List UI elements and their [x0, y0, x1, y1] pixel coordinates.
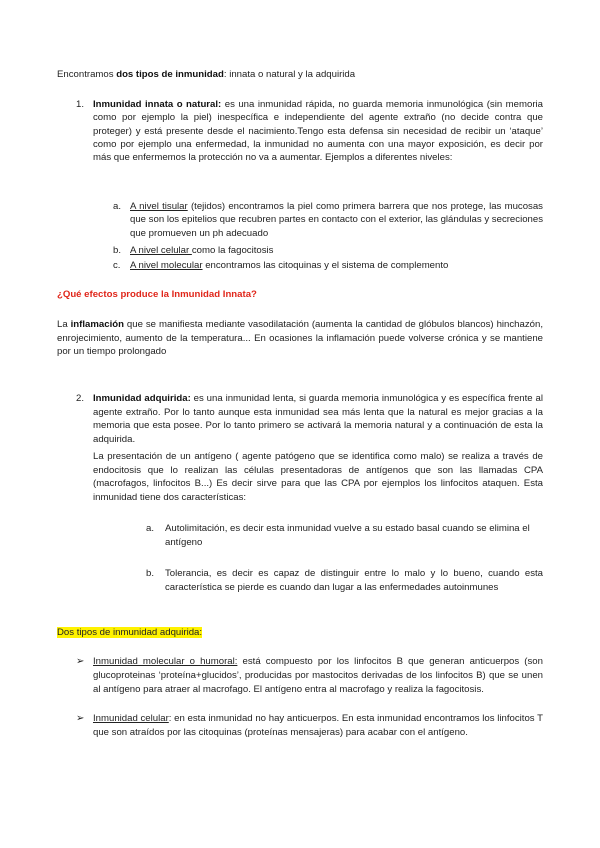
intro-paragraph: [57, 68, 547, 81]
acquired-immunity-paragraph: [93, 392, 543, 446]
intro-text-end: : innata o natural y la adquirida: [223, 69, 356, 80]
level-celular-text: como la fagocitosis: [191, 245, 274, 256]
level-tisular-title: A nivel tisular: [130, 201, 188, 212]
level-tisular: [130, 200, 543, 240]
char-tolerance: Tolerancia, es decir es capaz de distinguir entre lo malo y lo bueno, cuando esta característica se pierde es cuando dan lugar a las enfermedades autoinmunes: [165, 568, 543, 593]
char-marker-a: a.: [146, 523, 155, 534]
char-autolimitation: Autolimitación, es decir esta inmunidad vuelve a su estado basal cuando se elimina el antígeno: [165, 523, 530, 548]
inflammation-pre: La: [57, 319, 71, 330]
humoral-immunity-item: [93, 655, 543, 697]
list-marker-1: 1.: [76, 99, 85, 110]
antigen-presentation-paragraph: La presentación de un antígeno ( agente patógeno que se identifica como malo) se realiza a través de endocitosis que lo realizan las células presentadoras de antígenos que son las llamadas CPA (macrofagos, linfocitos B...) Es decir sirve para que las CPA por ejemplos los linfocitos ataquen. Esta inmunidad tiene dos características:: [93, 451, 543, 503]
level-celular-title: A nivel celular: [130, 245, 192, 256]
level-marker-b: b.: [113, 245, 122, 256]
level-marker-c: c.: [113, 260, 121, 271]
acquired-immunity-text: es una inmunidad lenta, si guarda memoria inmunológica y es específica frente al agente extraño. Por lo tanto aunque esta inmunidad sea más lenta que la natural es mejor gracias a la memoria que esta posee. Por lo tanto primero se activará la memoria natural y a continuación de esta la adquirida.: [93, 393, 543, 445]
inflammation-text: que se manifiesta mediante vasodilatación (aumenta la cantidad de glóbulos blancos) hinchazón, enrojecimiento, aumento de la temperatura... En ocasiones la inflamación puede volverse crónica y se mantiene por un tiempo prolongado: [57, 319, 543, 357]
question-heading: ¿Qué efectos produce la Inmunidad Innata?: [57, 289, 257, 300]
cellular-immunity-item: [93, 712, 543, 740]
char-marker-b: b.: [146, 568, 155, 579]
acquired-immunity-title: Inmunidad adquirida:: [93, 393, 191, 404]
level-molecular: [130, 259, 543, 272]
inflammation-paragraph: [57, 318, 543, 359]
innate-immunity-paragraph: [93, 98, 543, 164]
level-molecular-text: encontramos las citoquinas y el sistema de complemento: [202, 260, 449, 271]
level-marker-a: a.: [113, 201, 122, 212]
arrow-bullet-icon: ➢: [76, 656, 85, 667]
humoral-immunity-title: Inmunidad molecular o humoral:: [93, 656, 238, 667]
cellular-immunity-text: : en esta inmunidad no hay anticuerpos. En esta inmunidad encontramos los linfocitos T que son atraídos por las citoquinas (proteínas mensajeras) para acabar con el antígeno.: [93, 713, 543, 738]
inflammation-bold: inflamación: [70, 319, 124, 330]
arrow-bullet-icon: ➢: [76, 713, 85, 724]
list-marker-2: 2.: [76, 393, 85, 404]
types-heading-text: Dos tipos de inmunidad adquirida:: [57, 627, 203, 638]
types-heading: [57, 626, 202, 639]
cellular-immunity-title: Inmunidad celular: [93, 713, 169, 724]
innate-immunity-text: es una inmunidad rápida, no guarda memoria inmunológica (sin memoria como por ejemplo la piel) inespecífica e independiente del agente extraño (no decide contra que proteger) y está presente desde el nacimiento.Tengo esta defensa sin necesidad de recibir un ‘ataque’ como por ejemplo una enfermedad, la inmunidad no aumenta con una mayor exposición, es decir por más que enfermemos la protección no va a aumentar. Ejemplos a diferentes niveles:: [93, 99, 543, 164]
intro-bold: dos tipos de inmunidad: [116, 69, 224, 80]
innate-immunity-title: Inmunidad innata o natural:: [93, 99, 222, 110]
level-celular: [130, 244, 543, 257]
humoral-immunity-text: está compuesto por los linfocitos B que generan anticuerpos (son glucoproteinas ‘proteína+glucidos’, producidas por mastocitos derivadas de los linfocitos B) que se unen al antígeno para atraer al macrofago. El antígeno entra al macrofago y realiza la fagocitosis.: [93, 656, 543, 695]
level-molecular-title: A nivel molecular: [130, 260, 203, 271]
level-tisular-text: (tejidos) encontramos la piel como primera barrera que nos protege, las mucosas que son los epitelios que recubren partes en contacto con el exterior, las glándulas y secreciones que promueven un ph adecuado: [130, 201, 543, 239]
intro-text: Encontramos: [57, 69, 117, 80]
